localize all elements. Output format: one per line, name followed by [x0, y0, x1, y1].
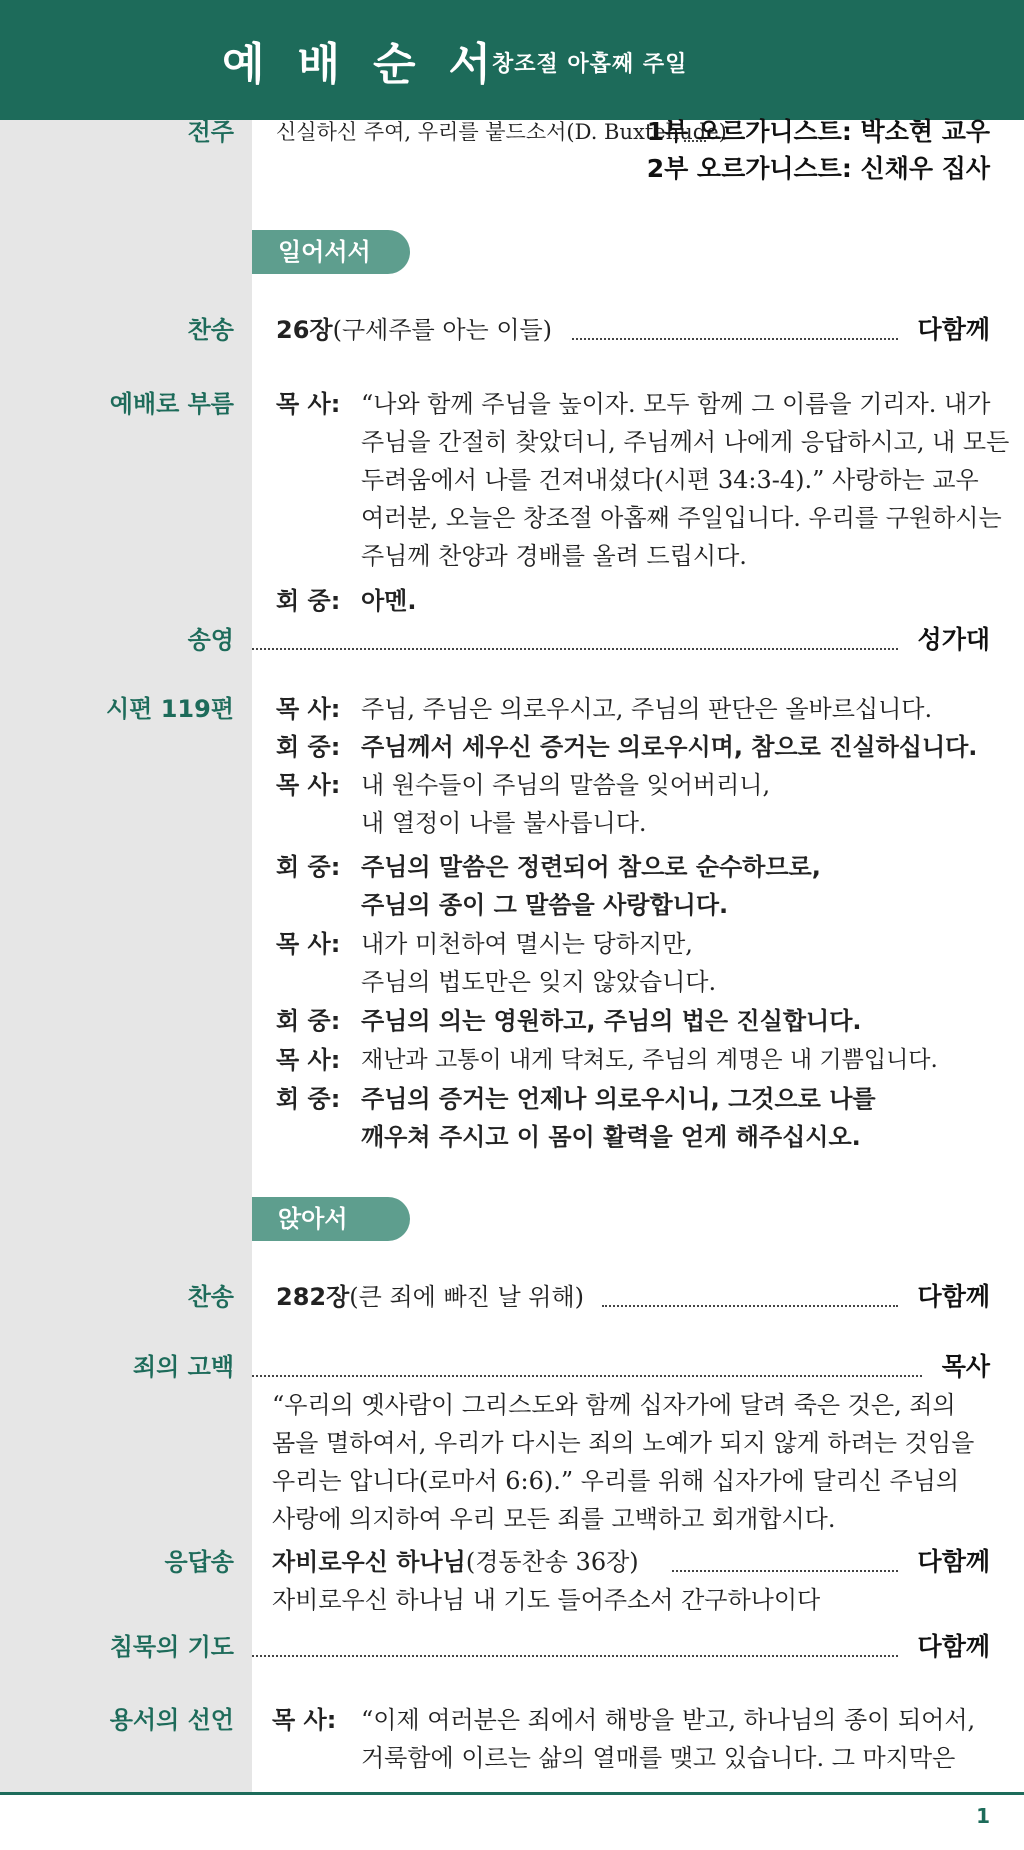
hymn2-title: (큰 죄에 빠진 날 위해) — [349, 1283, 585, 1311]
prelude-piece: 신실하신 주여, 우리를 붙드소서(D. Buxtehude) — [276, 120, 727, 144]
label-column-background — [0, 120, 252, 1792]
hymn1-by: 다함께 — [917, 315, 990, 344]
confession-label: 죄의 고백 — [132, 1353, 234, 1381]
doxology-by: 성가대 — [917, 625, 990, 654]
psalm-label: 시편 119편 — [105, 695, 234, 723]
psalm-line: 주님의 의는 영원하고, 주님의 법은 진실합니다. — [361, 1007, 862, 1035]
call-people-role: 회 중: — [276, 587, 341, 615]
silent-prayer-by: 다함께 — [917, 1632, 990, 1661]
hymn1-leader-dots — [572, 338, 898, 340]
response-lyric: 자비로우신 하나님 내 기도 들어주소서 간구하나이다 — [272, 1586, 821, 1614]
hymn1-title: (구세주를 아는 이들) — [332, 316, 553, 344]
hymn2-number: 282장 — [276, 1283, 350, 1311]
doxology-leader-dots — [252, 648, 898, 650]
hymn1-number: 26장 — [276, 316, 333, 344]
confession-line: 우리는 압니다(로마서 6:6).” 우리를 위해 십자가에 달리신 주님의 — [272, 1467, 960, 1495]
confession-by: 목사 — [941, 1352, 990, 1381]
psalm-line: 내 열정이 나를 불사릅니다. — [361, 809, 647, 837]
psalm-role: 목 사: — [276, 771, 341, 799]
page-number: 1 — [976, 1804, 990, 1828]
psalm-role: 목 사: — [276, 695, 341, 723]
call-people-response: 아멘. — [361, 587, 417, 615]
page-title: 예배순서 — [222, 39, 525, 90]
psalm-line: 주님, 주님은 의로우시고, 주님의 판단은 올바르십니다. — [361, 695, 933, 723]
hymn2-label: 찬송 — [187, 1283, 234, 1311]
response-title: 자비로우신 하나님 — [272, 1548, 466, 1576]
psalm-role: 회 중: — [276, 733, 341, 761]
call-leader-line-5: 주님께 찬양과 경배를 올려 드립시다. — [361, 542, 747, 570]
silent-prayer-label: 침묵의 기도 — [109, 1633, 234, 1661]
psalm-line: 내가 미천하여 멸시는 당하지만, — [361, 930, 693, 958]
psalm-line: 내 원수들이 주님의 말씀을 잊어버리니, — [361, 771, 771, 799]
call-to-worship-label: 예배로 부름 — [109, 390, 234, 418]
psalm-line: 주님께서 세우신 증거는 의로우시며, 참으로 진실하십니다. — [361, 733, 978, 761]
call-leader-role: 목 사: — [276, 390, 341, 418]
call-leader-line-1: “나와 함께 주님을 높이자. 모두 함께 그 이름을 기리자. 내가 — [361, 390, 991, 418]
prelude-organist-1: 1부 오르가니스트: 박소현 교우 — [646, 117, 990, 146]
psalm-line: 주님의 증거는 언제나 의로우시니, 그것으로 나를 — [361, 1085, 876, 1113]
psalm-line: 깨우쳐 주시고 이 몸이 활력을 얻게 해주십시오. — [361, 1123, 861, 1151]
section-stand-tag: 일어서서 — [252, 230, 410, 274]
absolution-line: 거룩함에 이르는 삶의 열매를 맺고 있습니다. 그 마지막은 — [361, 1744, 956, 1772]
psalm-role: 회 중: — [276, 853, 341, 881]
prelude-organist-2: 2부 오르가니스트: 신채우 집사 — [646, 154, 990, 183]
absolution-role: 목 사: — [272, 1706, 337, 1734]
psalm-role: 회 중: — [276, 1007, 341, 1035]
page-subtitle: 창조절 아홉째 주일 — [492, 52, 688, 77]
response-by: 다함께 — [917, 1547, 990, 1576]
silent-prayer-leader-dots — [252, 1655, 898, 1657]
response-source: (경동찬송 36장) — [465, 1548, 639, 1576]
confession-leader-dots — [252, 1375, 922, 1377]
psalm-role: 목 사: — [276, 1046, 341, 1074]
psalm-line: 재난과 고통이 내게 닥쳐도, 주님의 계명은 내 기쁨입니다. — [361, 1047, 938, 1073]
hymn2-leader-dots — [602, 1305, 898, 1307]
hymn2-by: 다함께 — [917, 1282, 990, 1311]
call-leader-line-2: 주님을 간절히 찾았더니, 주님께서 나에게 응답하시고, 내 모든 — [361, 428, 1010, 456]
confession-line: “우리의 옛사람이 그리스도와 함께 십자가에 달려 죽은 것은, 죄의 — [272, 1391, 956, 1419]
footer-rule — [0, 1792, 1024, 1795]
header-banner — [0, 0, 1024, 120]
absolution-line: “이제 여러분은 죄에서 해방을 받고, 하나님의 종이 되어서, — [361, 1706, 976, 1734]
confession-line: 몸을 멸하여서, 우리가 다시는 죄의 노예가 되지 않게 하려는 것임을 — [272, 1429, 975, 1457]
section-sit-tag: 앉아서 — [252, 1197, 410, 1241]
doxology-label: 송영 — [187, 626, 234, 654]
psalm-line: 주님의 말씀은 정련되어 참으로 순수하므로, — [361, 853, 821, 881]
response-entry — [272, 1545, 639, 1579]
confession-line: 사랑에 의지하여 우리 모든 죄를 고백하고 회개합시다. — [272, 1505, 836, 1533]
response-leader-dots — [672, 1570, 898, 1572]
psalm-role: 회 중: — [276, 1085, 341, 1113]
hymn1-label: 찬송 — [187, 316, 234, 344]
absolution-label: 용서의 선언 — [109, 1706, 234, 1734]
response-label: 응답송 — [164, 1548, 234, 1576]
psalm-line: 주님의 종이 그 말씀을 사랑합니다. — [361, 891, 729, 919]
psalm-line: 주님의 법도만은 잊지 않았습니다. — [361, 968, 717, 996]
hymn1-entry — [276, 313, 552, 347]
call-leader-line-4: 여러분, 오늘은 창조절 아홉째 주일입니다. 우리를 구원하시는 — [361, 504, 1002, 532]
prelude-label: 전주 — [187, 118, 234, 146]
hymn2-entry — [276, 1280, 584, 1314]
psalm-role: 목 사: — [276, 930, 341, 958]
call-leader-line-3: 두려움에서 나를 건져내셨다(시편 34:3-4).” 사랑하는 교우 — [361, 466, 979, 494]
